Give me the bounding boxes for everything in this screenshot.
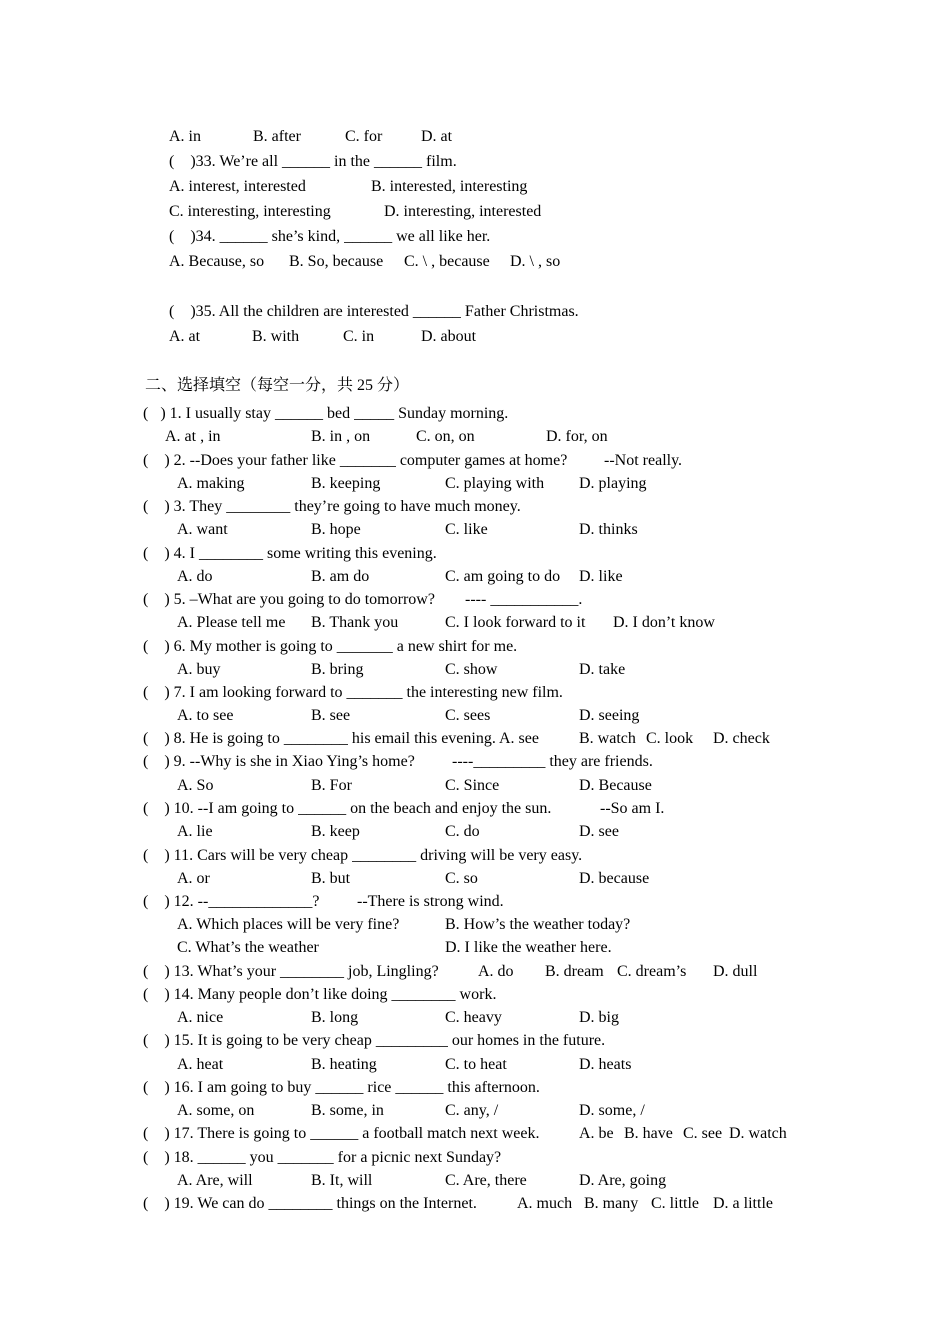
option-b: B. many: [584, 1195, 639, 1212]
option-c: C. What’s the weather: [177, 939, 319, 956]
question-6: ( ) 6. My mother is going to _______ a new shirt for me.: [143, 638, 518, 655]
option-d: D. Are, going: [579, 1172, 667, 1189]
question-4: ( ) 4. I ________ some writing this evening.: [143, 545, 437, 562]
option-b: B. heating: [311, 1056, 377, 1073]
question-9-reply: ----_________ they are friends.: [452, 753, 653, 770]
option-d: D. I don’t know: [613, 614, 715, 631]
option-b: B. keep: [311, 823, 360, 840]
option-d: D. big: [579, 1009, 619, 1026]
question-1: ( ) 1. I usually stay ______ bed _____ Sunday morning.: [143, 405, 509, 422]
option-c: C. sees: [445, 707, 491, 724]
option-c: C. I look forward to it: [445, 614, 586, 631]
option-c: C. \ , because: [404, 253, 490, 270]
option-c: C. heavy: [445, 1009, 502, 1026]
option-c: C. dream’s: [617, 963, 687, 980]
option-d: D. heats: [579, 1056, 632, 1073]
option-b: B. after: [253, 128, 301, 145]
option-d: D. because: [579, 870, 650, 887]
option-c: C. on, on: [416, 428, 475, 445]
option-b: B. Thank you: [311, 614, 399, 631]
option-c: C. for: [345, 128, 383, 145]
question-8: ( ) 8. He is going to ________ his email this evening. A. see: [143, 730, 539, 747]
question-5: ( ) 5. –What are you going to do tomorrow?: [143, 591, 435, 608]
option-c: C. so: [445, 870, 478, 887]
option-b: B. have: [624, 1125, 673, 1142]
question-35: ( )35. All the children are interested ______ Father Christmas.: [169, 303, 579, 320]
option-b: B. am do: [311, 568, 370, 585]
question-11: ( ) 11. Cars will be very cheap ________ driving will be very easy.: [143, 847, 583, 864]
option-d: D. I like the weather here.: [445, 939, 612, 956]
option-a: A. Because, so: [169, 253, 265, 270]
option-d: D. check: [713, 730, 770, 747]
option-a: A. some, on: [177, 1102, 255, 1119]
option-d: D. at: [421, 128, 453, 145]
option-a: A. do: [177, 568, 213, 585]
question-33: ( )33. We’re all ______ in the ______ film.: [169, 153, 457, 170]
question-2-reply: --Not really.: [604, 452, 683, 469]
option-b: B. watch: [579, 730, 636, 747]
option-d: D. interesting, interested: [384, 203, 542, 220]
option-b: B. For: [311, 777, 352, 794]
option-c: C. playing with: [445, 475, 545, 492]
question-3: ( ) 3. They ________ they’re going to have much money.: [143, 498, 521, 515]
option-d: D. take: [579, 661, 626, 678]
option-c: C. look: [646, 730, 694, 747]
option-a: A. Are, will: [177, 1172, 253, 1189]
option-a: A. at: [169, 328, 201, 345]
question-9: ( ) 9. --Why is she in Xiao Ying’s home?: [143, 753, 415, 770]
option-b: B. but: [311, 870, 351, 887]
option-a: A. be: [579, 1125, 614, 1142]
question-2: ( ) 2. --Does your father like _______ computer games at home?: [143, 452, 568, 469]
question-7: ( ) 7. I am looking forward to _______ the interesting new film.: [143, 684, 563, 701]
option-a: A. making: [177, 475, 245, 492]
question-14: ( ) 14. Many people don’t like doing ________ work.: [143, 986, 497, 1003]
option-a: A. heat: [177, 1056, 224, 1073]
option-a: A. much: [517, 1195, 573, 1212]
option-b: B. some, in: [311, 1102, 384, 1119]
option-d: D. watch: [729, 1125, 787, 1142]
option-c: C. Since: [445, 777, 500, 794]
option-b: B. keeping: [311, 475, 381, 492]
question-15: ( ) 15. It is going to be very cheap _________ our homes in the future.: [143, 1032, 606, 1049]
question-34: ( )34. ______ she’s kind, ______ we all like her.: [169, 228, 491, 245]
question-5-reply: ---- ___________.: [465, 591, 583, 608]
option-d: D. a little: [713, 1195, 773, 1212]
option-d: D. Because: [579, 777, 652, 794]
option-a: A. interest, interested: [169, 178, 306, 195]
section-heading: 二、选择填空（每空一分，共 25 分）: [145, 377, 410, 394]
option-d: D. about: [421, 328, 477, 345]
option-b: B. It, will: [311, 1172, 373, 1189]
question-17: ( ) 17. There is going to ______ a football match next week.: [143, 1125, 540, 1142]
option-d: D. playing: [579, 475, 647, 492]
option-a: A. lie: [177, 823, 213, 840]
option-c: C. show: [445, 661, 498, 678]
option-a: A. in: [169, 128, 201, 145]
question-12: ( ) 12. --_____________?: [143, 893, 320, 910]
option-b: B. long: [311, 1009, 359, 1026]
option-a: A. to see: [177, 707, 234, 724]
option-c: C. Are, there: [445, 1172, 527, 1189]
option-b: B. How’s the weather today?: [445, 916, 631, 933]
option-b: B. see: [311, 707, 351, 724]
option-c: C. like: [445, 521, 488, 538]
option-b: B. interested, interesting: [371, 178, 528, 195]
option-d: D. for, on: [546, 428, 608, 445]
option-d: D. \ , so: [510, 253, 561, 270]
option-c: C. to heat: [445, 1056, 507, 1073]
option-a: A. want: [177, 521, 228, 538]
question-19: ( ) 19. We can do ________ things on the Internet.: [143, 1195, 477, 1212]
option-c: C. in: [343, 328, 375, 345]
question-13: ( ) 13. What’s your ________ job, Lingling?: [143, 963, 439, 980]
question-16: ( ) 16. I am going to buy ______ rice ______ this afternoon.: [143, 1079, 540, 1096]
option-b: B. dream: [545, 963, 604, 980]
option-c: C. little: [651, 1195, 699, 1212]
question-10: ( ) 10. --I am going to ______ on the beach and enjoy the sun.: [143, 800, 552, 817]
option-d: D. dull: [713, 963, 758, 980]
option-a: A. nice: [177, 1009, 224, 1026]
option-d: D. see: [579, 823, 619, 840]
option-b: B. bring: [311, 661, 364, 678]
option-a: A. at , in: [165, 428, 221, 445]
option-c: C. interesting, interesting: [169, 203, 331, 220]
option-a: A. So: [177, 777, 214, 794]
option-d: D. thinks: [579, 521, 638, 538]
question-18: ( ) 18. ______ you _______ for a picnic next Sunday?: [143, 1149, 502, 1166]
option-a: A. do: [478, 963, 514, 980]
question-12-reply: --There is strong wind.: [357, 893, 504, 910]
option-c: C. any, /: [445, 1102, 499, 1119]
option-c: C. see: [683, 1125, 723, 1142]
option-b: B. So, because: [289, 253, 384, 270]
option-a: A. Please tell me: [177, 614, 286, 631]
option-b: B. hope: [311, 521, 361, 538]
option-a: A. or: [177, 870, 210, 887]
option-b: B. in , on: [311, 428, 371, 445]
option-d: D. some, /: [579, 1102, 645, 1119]
option-a: A. Which places will be very fine?: [177, 916, 400, 933]
option-d: D. seeing: [579, 707, 640, 724]
option-c: C. do: [445, 823, 480, 840]
option-a: A. buy: [177, 661, 221, 678]
question-10-reply: --So am I.: [600, 800, 665, 817]
option-b: B. with: [252, 328, 300, 345]
option-d: D. like: [579, 568, 623, 585]
option-c: C. am going to do: [445, 568, 561, 585]
